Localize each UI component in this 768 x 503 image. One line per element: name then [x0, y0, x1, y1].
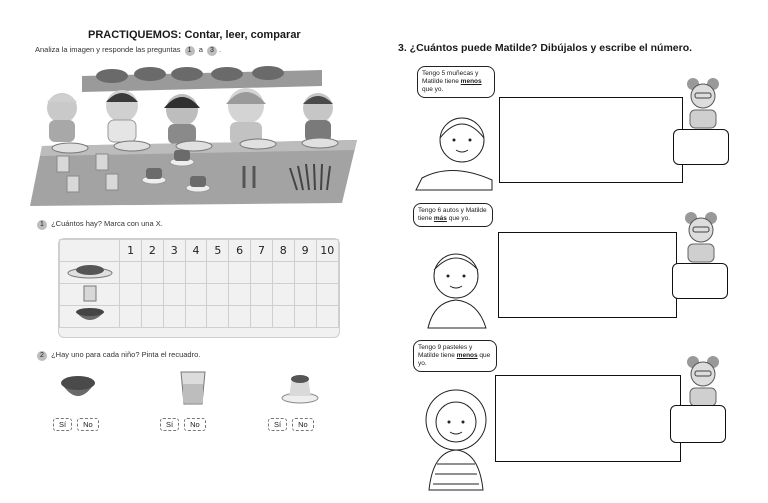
mark-cell[interactable] [142, 306, 164, 328]
no-option[interactable]: No [292, 418, 314, 431]
girl-curly-hair-drawing [415, 386, 497, 492]
speech-bubble [413, 203, 493, 227]
number-badge: 2 [37, 351, 47, 361]
number-header: 6 [229, 240, 251, 262]
mark-cell[interactable] [120, 284, 142, 306]
boy-thinking-drawing [420, 244, 494, 330]
question-3-title: 3. ¿Cuántos puede Matilde? Dibújalos y escribe el número. [398, 42, 693, 54]
mark-cell[interactable] [163, 284, 185, 306]
mark-cell[interactable] [229, 284, 251, 306]
mark-cell[interactable] [316, 306, 338, 328]
salad-plate-icon [60, 262, 120, 284]
mark-cell[interactable] [251, 262, 273, 284]
mark-cell[interactable] [163, 306, 185, 328]
answer-group-flan [268, 414, 319, 432]
mark-cell[interactable] [207, 262, 229, 284]
mark-cell[interactable] [294, 262, 316, 284]
matilde-avatar [680, 352, 726, 408]
number-answer-box[interactable] [673, 129, 729, 165]
instruction-mid: a [198, 45, 203, 54]
number-badge: 3 [207, 46, 217, 56]
salad-bowl-icon [60, 306, 120, 328]
number-header: 9 [294, 240, 316, 262]
mark-cell[interactable] [316, 262, 338, 284]
bubble-keyword: menos [456, 352, 478, 360]
table-row-bowl [60, 306, 339, 328]
children-group [47, 88, 333, 144]
mark-cell[interactable] [142, 284, 164, 306]
number-header: 5 [207, 240, 229, 262]
mark-cell[interactable] [142, 262, 164, 284]
mark-cell[interactable] [294, 306, 316, 328]
girl-thinking-drawing [412, 108, 500, 192]
mark-cell[interactable] [229, 262, 251, 284]
matilde-avatar [680, 74, 726, 130]
question-2-text: ¿Hay uno para cada niño? Pinta el recuadro. [51, 350, 201, 359]
flan-icon [280, 372, 320, 404]
bubble-keyword: menos [460, 78, 482, 86]
number-header: 3 [163, 240, 185, 262]
bubble-text: que yo. [418, 352, 491, 368]
mark-cell[interactable] [207, 284, 229, 306]
mark-cell[interactable] [251, 284, 273, 306]
mark-cell[interactable] [294, 284, 316, 306]
corner-cell [60, 240, 120, 262]
number-answer-box[interactable] [672, 263, 728, 299]
mark-cell[interactable] [272, 284, 294, 306]
children-table-illustration [22, 58, 362, 208]
glass-icon [178, 370, 208, 406]
yes-option[interactable]: Sí [160, 418, 179, 431]
question-2 [35, 350, 200, 361]
number-badge: 1 [37, 220, 47, 230]
yes-option[interactable]: Sí [53, 418, 72, 431]
instruction-pre: Analiza la imagen y responde las preguntas [35, 45, 181, 54]
bubble-text: Tengo 9 pasteles y Matilde tiene [418, 344, 473, 360]
mark-cell[interactable] [272, 306, 294, 328]
mark-cell[interactable] [185, 306, 207, 328]
drawing-box[interactable] [495, 375, 681, 462]
page-title: PRACTIQUEMOS: Contar, leer, comparar [88, 29, 301, 41]
number-header: 7 [251, 240, 273, 262]
table-row-salad [60, 262, 339, 284]
answer-group-glass [160, 414, 211, 432]
mark-cell[interactable] [185, 284, 207, 306]
no-option[interactable]: No [184, 418, 206, 431]
number-header: 1 [120, 240, 142, 262]
mark-cell[interactable] [207, 306, 229, 328]
speech-bubble [413, 340, 497, 372]
counting-table [58, 238, 340, 338]
glass-icon [60, 284, 120, 306]
number-header: 8 [272, 240, 294, 262]
answer-group-salad [53, 414, 104, 432]
mark-cell[interactable] [229, 306, 251, 328]
yes-option[interactable]: Sí [268, 418, 287, 431]
number-header: 2 [142, 240, 164, 262]
salad-bowl-icon [58, 370, 98, 404]
bubble-text: que yo. [422, 86, 444, 94]
drawing-box[interactable] [498, 232, 677, 318]
bubble-text: Tengo 6 autos y Matilde tiene [418, 207, 487, 223]
mark-cell[interactable] [251, 306, 273, 328]
header-row [60, 240, 339, 262]
mark-cell[interactable] [163, 262, 185, 284]
drawing-box[interactable] [499, 97, 683, 183]
mark-cell[interactable] [120, 306, 142, 328]
bubble-text: Tengo 5 muñecas y Matilde tiene [422, 70, 479, 86]
no-option[interactable]: No [77, 418, 99, 431]
mark-cell[interactable] [272, 262, 294, 284]
matilde-avatar [678, 208, 724, 264]
table-row-glass [60, 284, 339, 306]
mark-cell[interactable] [120, 262, 142, 284]
number-header: 4 [185, 240, 207, 262]
question-1 [35, 219, 163, 230]
instruction-text [35, 45, 221, 56]
mark-cell[interactable] [185, 262, 207, 284]
question-1-text: ¿Cuántos hay? Marca con una X. [51, 219, 163, 228]
number-header: 10 [316, 240, 338, 262]
bubble-keyword: más [433, 215, 447, 223]
bubble-text: que yo. [446, 215, 471, 223]
speech-bubble [417, 66, 495, 98]
number-badge: 1 [185, 46, 195, 56]
mark-cell[interactable] [316, 284, 338, 306]
instruction-end: . [218, 45, 222, 54]
number-answer-box[interactable] [670, 405, 726, 443]
